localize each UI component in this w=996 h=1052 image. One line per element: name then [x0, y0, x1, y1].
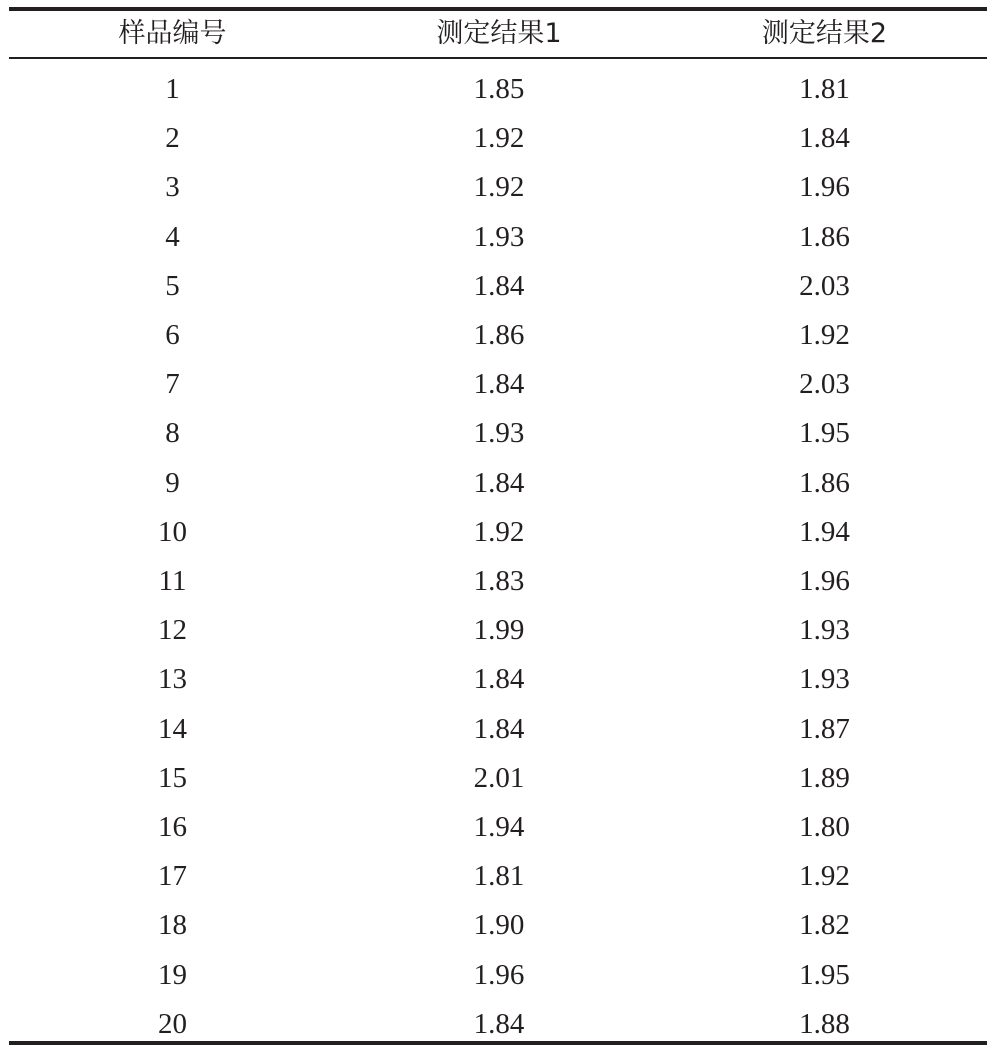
table-row [9, 508, 987, 557]
cell-sample-id: 6 [165, 319, 180, 351]
cell-result-1: 1.94 [473, 811, 525, 843]
cell-result-1: 1.84 [473, 663, 525, 696]
cell-result-2: 1.84 [799, 122, 850, 155]
cell-sample-id: 4 [165, 220, 180, 253]
table-row [9, 951, 987, 1000]
cell-sample-id: 3 [165, 171, 180, 204]
cell-result-2: 1.94 [799, 515, 850, 548]
cell-result-1: 2.01 [473, 761, 525, 794]
table-row [9, 360, 987, 409]
cell-result-2: 1.81 [799, 73, 850, 105]
cell-result-1: 1.86 [473, 319, 525, 351]
cell-sample-id: 11 [158, 565, 187, 597]
cell-result-1: 1.92 [473, 122, 525, 155]
table-row [9, 409, 987, 458]
cell-sample-id: 12 [158, 614, 187, 647]
table-row [9, 262, 987, 311]
table-row [9, 459, 987, 508]
cell-sample-id: 2 [165, 122, 180, 155]
cell-sample-id: 9 [165, 466, 180, 499]
header-rule [9, 57, 987, 59]
cell-result-1: 1.84 [473, 1007, 525, 1040]
table-row [9, 213, 987, 262]
cell-result-1: 1.93 [473, 417, 525, 450]
cell-sample-id: 16 [158, 811, 187, 843]
table-row [9, 114, 987, 163]
cell-result-2: 1.88 [799, 1007, 850, 1040]
cell-result-1: 1.93 [473, 220, 525, 253]
bottom-rule [9, 1041, 987, 1045]
cell-result-1: 1.84 [473, 466, 525, 499]
table-row [9, 606, 987, 655]
table-row [9, 852, 987, 901]
table-row [9, 901, 987, 950]
cell-result-2: 1.82 [799, 909, 850, 942]
table-row [9, 163, 987, 212]
cell-result-1: 1.92 [473, 171, 525, 204]
cell-result-2: 1.80 [799, 811, 850, 843]
cell-sample-id: 5 [165, 269, 180, 302]
cell-result-1: 1.90 [473, 909, 525, 942]
cell-result-1: 1.84 [473, 269, 525, 302]
cell-sample-id: 10 [158, 515, 187, 548]
table-row [9, 705, 987, 754]
data-table [9, 7, 987, 1045]
header-result-1: 测定结果1 [436, 18, 562, 49]
table-row [9, 557, 987, 606]
cell-result-1: 1.92 [473, 515, 525, 548]
cell-sample-id: 15 [158, 761, 187, 794]
cell-result-2: 1.86 [799, 466, 850, 499]
cell-result-1: 1.84 [473, 712, 525, 745]
cell-result-2: 1.96 [799, 171, 850, 204]
cell-result-1: 1.96 [473, 958, 525, 991]
cell-result-2: 2.03 [799, 269, 850, 302]
cell-result-2: 1.96 [799, 565, 850, 597]
cell-result-2: 1.93 [799, 614, 850, 647]
header-sample-id: 样品编号 [118, 18, 227, 49]
table-row [9, 311, 987, 360]
table-row [9, 754, 987, 803]
cell-sample-id: 7 [165, 368, 180, 401]
table-row [9, 65, 987, 114]
header-result-2: 测定结果2 [761, 18, 888, 49]
cell-result-2: 1.93 [799, 663, 850, 696]
cell-result-2: 1.95 [799, 958, 850, 991]
cell-result-2: 1.95 [799, 417, 850, 450]
cell-result-1: 1.81 [473, 860, 525, 893]
cell-sample-id: 8 [165, 417, 180, 450]
cell-result-1: 1.85 [473, 73, 525, 105]
cell-sample-id: 13 [158, 663, 187, 696]
cell-result-2: 1.92 [799, 319, 850, 351]
header-row [9, 11, 987, 57]
cell-result-2: 1.92 [799, 860, 850, 893]
cell-result-2: 2.03 [799, 368, 850, 401]
cell-result-2: 1.86 [799, 220, 850, 253]
cell-sample-id: 1 [165, 73, 180, 105]
cell-result-2: 1.89 [799, 761, 850, 794]
cell-sample-id: 19 [158, 958, 187, 991]
cell-sample-id: 20 [158, 1007, 187, 1040]
cell-result-1: 1.84 [473, 368, 525, 401]
cell-sample-id: 17 [158, 860, 187, 893]
cell-sample-id: 14 [158, 712, 187, 745]
cell-sample-id: 18 [158, 909, 187, 942]
table-row [9, 655, 987, 704]
cell-result-1: 1.99 [473, 614, 525, 647]
cell-result-2: 1.87 [799, 712, 850, 745]
table-row [9, 803, 987, 852]
cell-result-1: 1.83 [473, 565, 525, 597]
